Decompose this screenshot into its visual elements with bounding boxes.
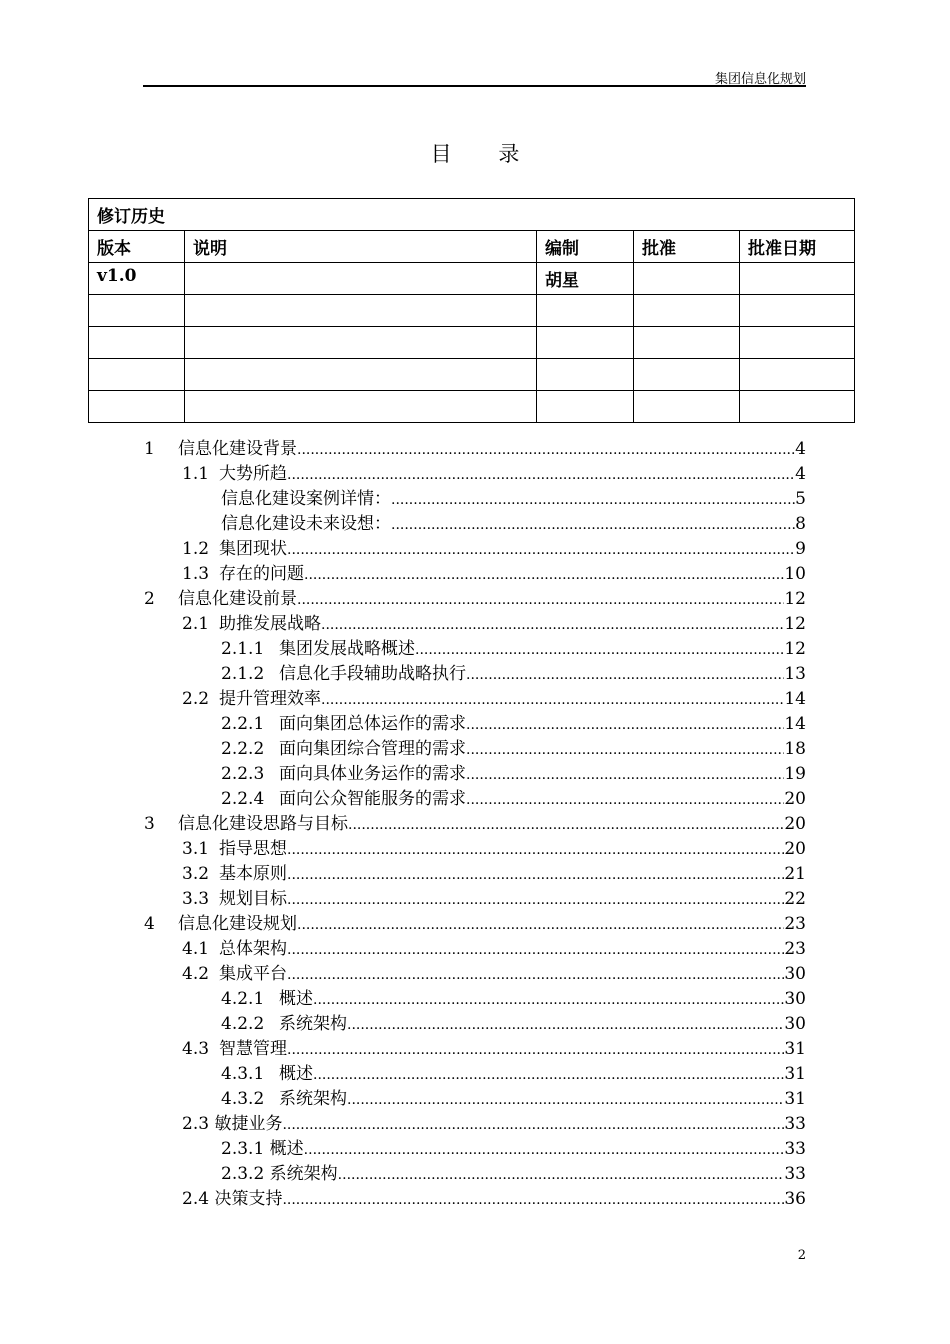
- table-cell: [185, 327, 537, 359]
- table-cell: [634, 391, 740, 423]
- dot-leader: [304, 563, 784, 588]
- dot-leader: [338, 1163, 785, 1188]
- toc-entry-page: 20: [784, 789, 806, 809]
- toc-entry[interactable]: [0, 1087, 950, 1112]
- toc-entry-page: 20: [784, 839, 806, 859]
- running-header: 集团信息化规划: [714, 72, 806, 87]
- toc-entry-title: 存在的问题: [219, 562, 304, 587]
- table-of-contents: [0, 437, 950, 1212]
- toc-entry[interactable]: [0, 662, 950, 687]
- toc-entry[interactable]: [0, 787, 950, 812]
- toc-entry-number: 2.2.1: [221, 714, 265, 734]
- table-cell: [89, 359, 185, 391]
- table-cell: [634, 359, 740, 391]
- toc-entry-page: 10: [784, 564, 806, 584]
- toc-entry-page: 36: [784, 1189, 806, 1209]
- toc-entry-number: 2.1: [182, 614, 210, 634]
- toc-entry-number: 1.2: [182, 539, 210, 559]
- toc-entry-title: 系统架构: [279, 1087, 347, 1112]
- toc-entry-title: 信息化手段辅助战略执行: [279, 662, 466, 687]
- toc-entry-number: 3.2: [182, 864, 210, 884]
- table-cell: [537, 391, 634, 423]
- dot-leader: [287, 888, 784, 913]
- toc-entry-number: 4.2.2: [221, 1014, 265, 1034]
- toc-entry[interactable]: [0, 562, 950, 587]
- toc-entry-page: 22: [784, 889, 806, 909]
- toc-entry-page: 21: [784, 864, 806, 884]
- dot-leader: [321, 688, 784, 713]
- table-cell: [185, 295, 537, 327]
- table-cell: [89, 295, 185, 327]
- toc-entry-page: 4: [795, 439, 806, 459]
- toc-entry-title: 基本原则: [219, 862, 287, 887]
- toc-entry-number: 2.2.4: [221, 789, 265, 809]
- toc-entry-title: 指导思想: [219, 837, 287, 862]
- dot-leader: [313, 1063, 784, 1088]
- page-number: 2: [797, 1248, 806, 1263]
- table-cell: [740, 295, 855, 327]
- dot-leader: [466, 738, 784, 763]
- toc-entry-number: 3.3: [182, 889, 210, 909]
- toc-entry[interactable]: [0, 512, 950, 537]
- toc-entry[interactable]: [0, 1012, 950, 1037]
- toc-entry-page: 31: [784, 1089, 806, 1109]
- table-cell: v1.0: [89, 263, 185, 295]
- dot-leader: [287, 1038, 784, 1063]
- toc-entry-page: 9: [795, 539, 806, 559]
- header-rule: [143, 85, 806, 87]
- toc-entry[interactable]: [0, 812, 950, 837]
- toc-entry-title: 2.3.2 系统架构: [221, 1162, 338, 1187]
- toc-entry[interactable]: [0, 862, 950, 887]
- toc-entry-title: 系统架构: [279, 1012, 347, 1037]
- toc-entry-title: 智慧管理: [219, 1037, 287, 1062]
- toc-entry-page: 23: [784, 939, 806, 959]
- table-cell: [740, 391, 855, 423]
- dot-leader: [348, 813, 784, 838]
- toc-entry[interactable]: [0, 437, 950, 462]
- toc-entry[interactable]: [0, 537, 950, 562]
- toc-entry[interactable]: [0, 837, 950, 862]
- table-row: [89, 327, 855, 359]
- toc-entry-number: 2.2.2: [221, 739, 265, 759]
- toc-entry[interactable]: [0, 612, 950, 637]
- revision-history-table: [88, 198, 855, 423]
- toc-entry-number: 3.1: [182, 839, 210, 859]
- toc-entry-number: 2.1.1: [221, 639, 265, 659]
- toc-entry-title: 集成平台: [219, 962, 287, 987]
- toc-entry-page: 20: [784, 814, 806, 834]
- revision-table-caption: 修订历史: [89, 199, 855, 231]
- table-row: [89, 263, 855, 295]
- toc-entry-title: 面向集团综合管理的需求: [279, 737, 466, 762]
- dot-leader: [297, 913, 784, 938]
- table-cell: [185, 359, 537, 391]
- toc-entry-page: 19: [784, 764, 806, 784]
- toc-entry-page: 8: [795, 514, 806, 534]
- toc-entry[interactable]: [0, 987, 950, 1012]
- toc-entry-number: 4.3.1: [221, 1064, 265, 1084]
- toc-entry[interactable]: [0, 962, 950, 987]
- toc-entry-number: 4.3.2: [221, 1089, 265, 1109]
- toc-entry[interactable]: [0, 1062, 950, 1087]
- toc-entry-page: 13: [784, 664, 806, 684]
- toc-entry-page: 4: [795, 464, 806, 484]
- toc-entry-title: 信息化建设案例详情：: [221, 487, 391, 512]
- table-cell: [185, 263, 537, 295]
- table-row: [89, 359, 855, 391]
- dot-leader: [466, 713, 784, 738]
- toc-entry-title: 集团现状: [219, 537, 287, 562]
- toc-entry-title: 信息化建设思路与目标: [178, 812, 348, 837]
- dot-leader: [282, 1188, 784, 1213]
- dot-leader: [415, 638, 784, 663]
- toc-entry-title: 信息化建设背景: [178, 437, 297, 462]
- table-cell: [634, 327, 740, 359]
- toc-entry-number: 1.1: [182, 464, 210, 484]
- dot-leader: [466, 663, 784, 688]
- toc-entry-title: 面向公众智能服务的需求: [279, 787, 466, 812]
- toc-entry-title: 信息化建设前景: [178, 587, 297, 612]
- table-cell: [89, 391, 185, 423]
- toc-entry[interactable]: [0, 887, 950, 912]
- dot-leader: [304, 1138, 785, 1163]
- toc-entry-number: 3: [144, 814, 155, 834]
- toc-entry-page: 31: [784, 1064, 806, 1084]
- table-cell: 胡星: [537, 263, 634, 295]
- toc-entry-number: 4: [144, 914, 155, 934]
- toc-title: 目 录: [430, 142, 540, 166]
- toc-entry-page: 30: [784, 964, 806, 984]
- toc-entry-title: 助推发展战略: [219, 612, 321, 637]
- toc-entry-title: 集团发展战略概述: [279, 637, 415, 662]
- toc-entry-title: 2.3 敏捷业务: [182, 1112, 282, 1137]
- toc-entry[interactable]: [0, 1162, 950, 1187]
- table-cell: [634, 295, 740, 327]
- toc-entry-title: 面向集团总体运作的需求: [279, 712, 466, 737]
- toc-entry[interactable]: [0, 762, 950, 787]
- table-row: [89, 391, 855, 423]
- dot-leader: [287, 463, 795, 488]
- dot-leader: [287, 863, 784, 888]
- dot-leader: [466, 763, 784, 788]
- table-cell: [185, 391, 537, 423]
- toc-entry-page: 12: [784, 639, 806, 659]
- table-cell: [89, 327, 185, 359]
- toc-entry-page: 14: [784, 689, 806, 709]
- toc-entry-page: 12: [784, 589, 806, 609]
- toc-entry-number: 1: [144, 439, 155, 459]
- toc-entry-number: 1.3: [182, 564, 210, 584]
- toc-entry-page: 33: [784, 1114, 806, 1134]
- dot-leader: [287, 963, 784, 988]
- toc-entry[interactable]: [0, 912, 950, 937]
- column-header: 批准: [634, 231, 740, 263]
- toc-entry-title: 2.4 决策支持: [182, 1187, 282, 1212]
- dot-leader: [466, 788, 784, 813]
- toc-entry-title: 概述: [279, 1062, 313, 1087]
- toc-entry-title: 规划目标: [219, 887, 287, 912]
- toc-entry-number: 4.3: [182, 1039, 210, 1059]
- dot-leader: [287, 538, 795, 563]
- dot-leader: [282, 1113, 784, 1138]
- toc-entry[interactable]: [0, 462, 950, 487]
- dot-leader: [391, 488, 795, 513]
- toc-entry-number: 2: [144, 589, 155, 609]
- toc-entry[interactable]: [0, 937, 950, 962]
- toc-entry-page: 31: [784, 1039, 806, 1059]
- toc-entry-title: 大势所趋: [219, 462, 287, 487]
- toc-entry[interactable]: [0, 737, 950, 762]
- table-cell: [537, 359, 634, 391]
- dot-leader: [391, 513, 795, 538]
- toc-entry-number: 2.2.3: [221, 764, 265, 784]
- toc-entry-page: 18: [784, 739, 806, 759]
- toc-entry-title: 2.3.1 概述: [221, 1137, 304, 1162]
- toc-entry[interactable]: [0, 1112, 950, 1137]
- column-header: 说明: [185, 231, 537, 263]
- toc-entry[interactable]: [0, 1137, 950, 1162]
- toc-entry-number: 2.1.2: [221, 664, 265, 684]
- toc-entry-page: 12: [784, 614, 806, 634]
- toc-entry-page: 33: [784, 1139, 806, 1159]
- dot-leader: [347, 1088, 784, 1113]
- toc-entry-number: 4.2: [182, 964, 210, 984]
- toc-entry-page: 5: [795, 489, 806, 509]
- toc-entry[interactable]: [0, 637, 950, 662]
- toc-entry-page: 33: [784, 1164, 806, 1184]
- toc-entry-number: 4.2.1: [221, 989, 265, 1009]
- toc-entry-page: 23: [784, 914, 806, 934]
- table-cell: [634, 263, 740, 295]
- toc-entry-page: 30: [784, 989, 806, 1009]
- dot-leader: [313, 988, 784, 1013]
- table-cell: [740, 263, 855, 295]
- toc-entry[interactable]: [0, 1187, 950, 1212]
- column-header: 批准日期: [740, 231, 855, 263]
- toc-entry-title: 信息化建设未来设想：: [221, 512, 391, 537]
- toc-entry[interactable]: [0, 487, 950, 512]
- toc-entry-title: 面向具体业务运作的需求: [279, 762, 466, 787]
- toc-entry[interactable]: [0, 687, 950, 712]
- table-cell: [537, 327, 634, 359]
- dot-leader: [297, 438, 795, 463]
- toc-entry[interactable]: [0, 587, 950, 612]
- dot-leader: [297, 588, 784, 613]
- dot-leader: [287, 838, 784, 863]
- toc-entry-page: 30: [784, 1014, 806, 1034]
- toc-entry[interactable]: [0, 1037, 950, 1062]
- table-row: [89, 295, 855, 327]
- toc-entry-number: 4.1: [182, 939, 210, 959]
- toc-entry-title: 总体架构: [219, 937, 287, 962]
- column-header: 版本: [89, 231, 185, 263]
- dot-leader: [347, 1013, 784, 1038]
- toc-entry-title: 提升管理效率: [219, 687, 321, 712]
- column-header: 编制: [537, 231, 634, 263]
- toc-entry-title: 概述: [279, 987, 313, 1012]
- table-cell: [537, 295, 634, 327]
- table-cell: [740, 327, 855, 359]
- toc-entry-title: 信息化建设规划: [178, 912, 297, 937]
- dot-leader: [287, 938, 784, 963]
- toc-entry[interactable]: [0, 712, 950, 737]
- table-cell: [740, 359, 855, 391]
- toc-entry-number: 2.2: [182, 689, 210, 709]
- dot-leader: [321, 613, 784, 638]
- toc-entry-page: 14: [784, 714, 806, 734]
